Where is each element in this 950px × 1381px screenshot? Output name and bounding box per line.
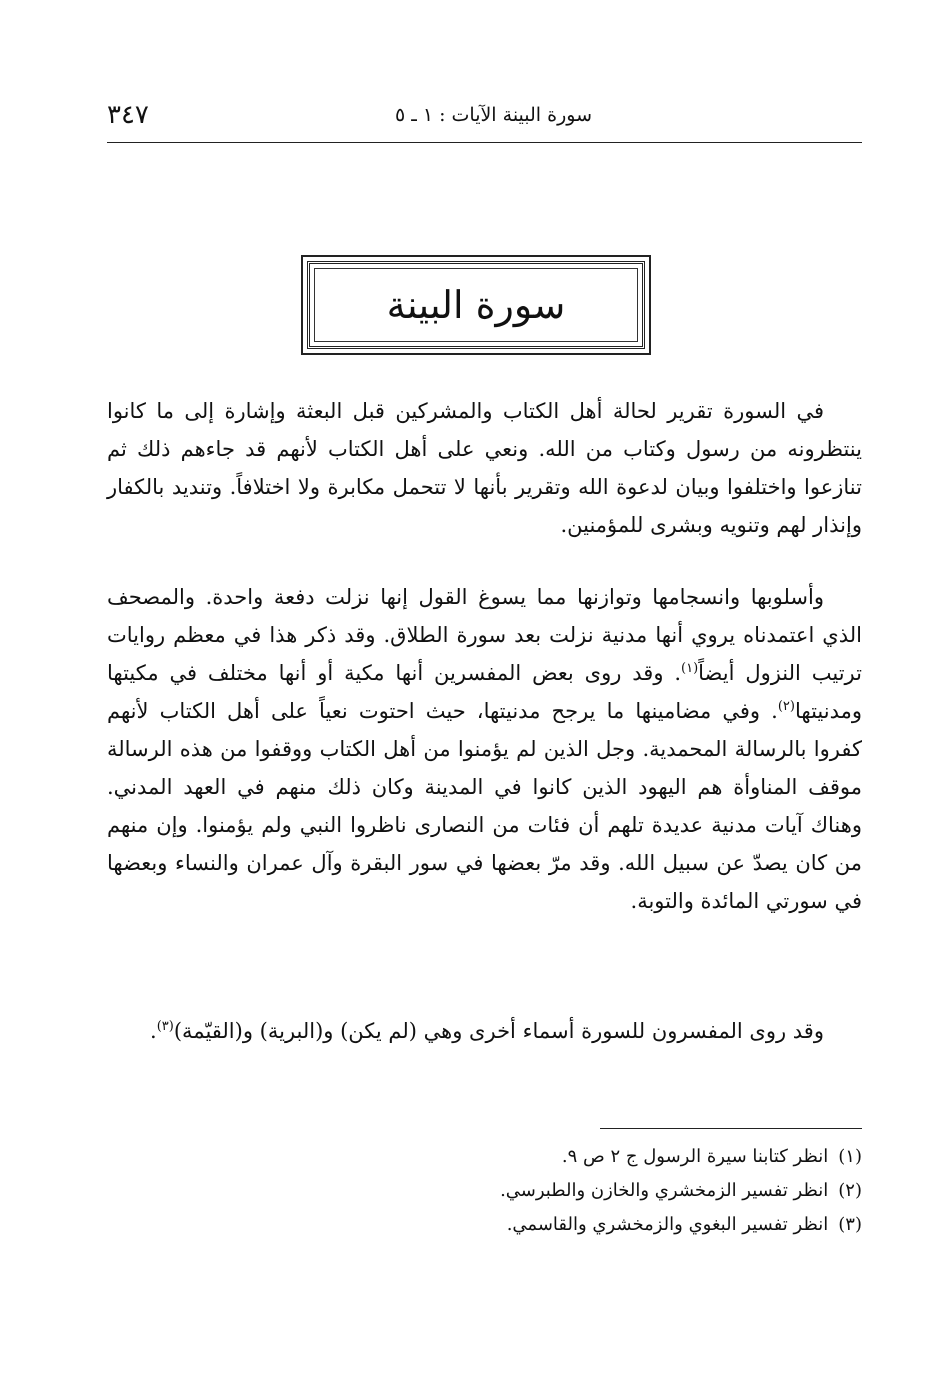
running-head: سورة البينة الآيات : ١ ـ ٥: [394, 104, 592, 126]
footnote-item: [107, 1140, 862, 1174]
paragraph-text: [107, 578, 862, 920]
surah-title-frame-inner: [307, 261, 645, 349]
footnote-text: انظر تفسير الزمخشري والخازن والطبرسي.: [500, 1180, 829, 1201]
paragraph-revelation: [107, 578, 862, 920]
footnote-ref-1[interactable]: (١): [681, 661, 699, 676]
footnote-number: (٣): [838, 1214, 862, 1235]
footnote-item: [107, 1174, 862, 1208]
paragraph-segment: . وفي مضامينها ما يرجح مدنيتها، حيث احتوت نعياً على أهل الكتاب لأنهم كفروا بالرسالة المحمدية. وجل الذين لم يؤمنوا من أهل الكتاب ووقفوا من هذه الرسالة موقف المناوأة هم اليهود الذين كانوا في المدينة وكان ذلك منهم في العهد المدني. وهناك آيات مدنية عديدة تلهم أن فئات من النصارى ناظروا النبي ولم يؤمنوا. وإن منهم من كان يصدّ عن سبيل الله. وقد مرّ بعضها في سور البقرة وآل عمران والنساء وبعضها في سورتي المائدة والتوبة.: [107, 699, 862, 913]
footnote-ref-2[interactable]: (٢): [777, 699, 795, 714]
paragraph-segment: .: [150, 1019, 157, 1043]
surah-title-frame-core: [314, 268, 638, 342]
footnote-number: (٢): [838, 1180, 862, 1201]
footnote-text: انظر تفسير البغوي والزمخشري والقاسمي.: [506, 1214, 829, 1235]
paragraph-segment: وقد روى المفسرون للسورة أسماء أخرى وهي (لم يكن) و(البرية) و(القيّمة): [173, 1019, 824, 1043]
footnote-ref-3[interactable]: (٣): [156, 1019, 174, 1034]
paragraph-segment: . وقد روى بعض المفسرين أنها مكية أو أنها مختلف في مكيتها ومدنيتها: [107, 661, 862, 723]
surah-title-frame: [301, 255, 651, 355]
header-rule: [107, 142, 862, 143]
paragraph-names: [107, 1012, 862, 1050]
paragraph-text: [107, 1012, 862, 1050]
footnote-number: (١): [838, 1146, 862, 1167]
footnote-text: انظر كتابنا سيرة الرسول ج ٢ ص ٩.: [561, 1146, 829, 1167]
paragraph-segment: وأسلوبها وانسجامها وتوازنها مما يسوغ القول إنها نزلت دفعة واحدة. والمصحف الذي اعتمدناه يروي أنها مدنية نزلت بعد سورة الطلاق. وقد ذكر هذا في معظم روايات ترتيب النزول أيضاً: [107, 585, 862, 685]
paragraph-intro: [107, 392, 862, 544]
surah-title: سورة البينة: [386, 283, 566, 327]
page-number: ٣٤٧: [107, 100, 149, 130]
paragraph-text: في السورة تقرير لحالة أهل الكتاب والمشركين قبل البعثة وإشارة إلى ما كانوا ينتظرونه من رسول وكتاب من الله. ونعي على أهل الكتاب لأنهم قد جاءهم ذلك ثم تنازعوا واختلفوا وبيان لدعوة الله وتقرير بأنها لا تتحمل مكابرة ولا اختلافاً. وتنديد بالكفار وإنذار لهم وتنويه وبشرى للمؤمنين.: [107, 399, 862, 537]
footnote-item: [107, 1208, 862, 1242]
footnote-rule: [600, 1128, 862, 1129]
page-header: [107, 98, 862, 142]
footnotes: [107, 1140, 862, 1242]
